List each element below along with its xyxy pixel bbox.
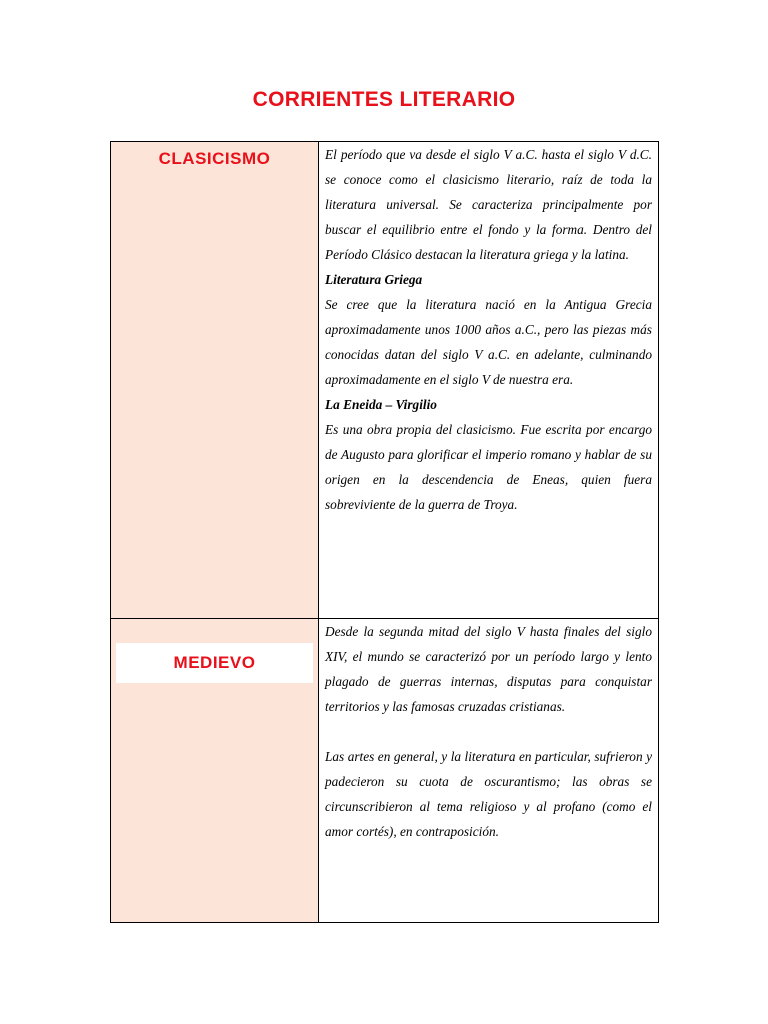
content-cell-medievo	[319, 619, 659, 923]
section-heading-medievo: MEDIEVO	[173, 653, 256, 672]
paragraph: El período que va desde el siglo V a.C. hasta el siglo V d.C. se conoce como el clasicismo literario, raíz de toda la literatura universal. Se caracteriza principalmente por buscar el equilibrio entre el fondo y la forma. Dentro del Período Clásico destacan la literatura griega y la latina.	[325, 147, 652, 262]
section-content-clasicismo	[319, 142, 658, 517]
subheading-literatura-griega: Literatura Griega	[325, 272, 423, 287]
section-heading-clasicismo: CLASICISMO	[158, 149, 271, 168]
paragraph: Se cree que la literatura nació en la Antigua Grecia aproximadamente unos 1000 años a.C., pero las piezas más conocidas datan del siglo V a.C. en adelante, culminando aproximadamente en el siglo V de nuestra era.	[325, 297, 652, 387]
section-content-medievo	[319, 619, 658, 844]
heading-cell-medievo	[111, 619, 319, 923]
table-row-clasicismo	[111, 142, 659, 619]
content-cell-clasicismo	[319, 142, 659, 619]
heading-box-medievo	[116, 643, 313, 683]
subheading-la-eneida: La Eneida – Virgilio	[325, 397, 437, 412]
heading-cell-clasicismo	[111, 142, 319, 619]
literary-currents-table	[110, 141, 659, 923]
document-title: CORRIENTES LITERARIO	[252, 88, 516, 111]
paragraph: Es una obra propia del clasicismo. Fue escrita por encargo de Augusto para glorificar el imperio romano y hablar de su origen en la descendencia de Eneas, quien fuera sobreviviente de la guerra de Troya.	[325, 422, 652, 512]
table-row-medievo	[111, 619, 659, 923]
paragraph: Desde la segunda mitad del siglo V hasta finales del siglo XIV, el mundo se caracterizó por un período largo y lento plagado de guerras internas, disputas para conquistar territorios y las famosas cruzadas cristianas.	[325, 624, 652, 714]
paragraph: Las artes en general, y la literatura en particular, sufrieron y padecieron su cuota de oscurantismo; las obras se circunscribieron al tema religioso y al profano (como el amor cortés), en contraposición.	[325, 749, 652, 839]
